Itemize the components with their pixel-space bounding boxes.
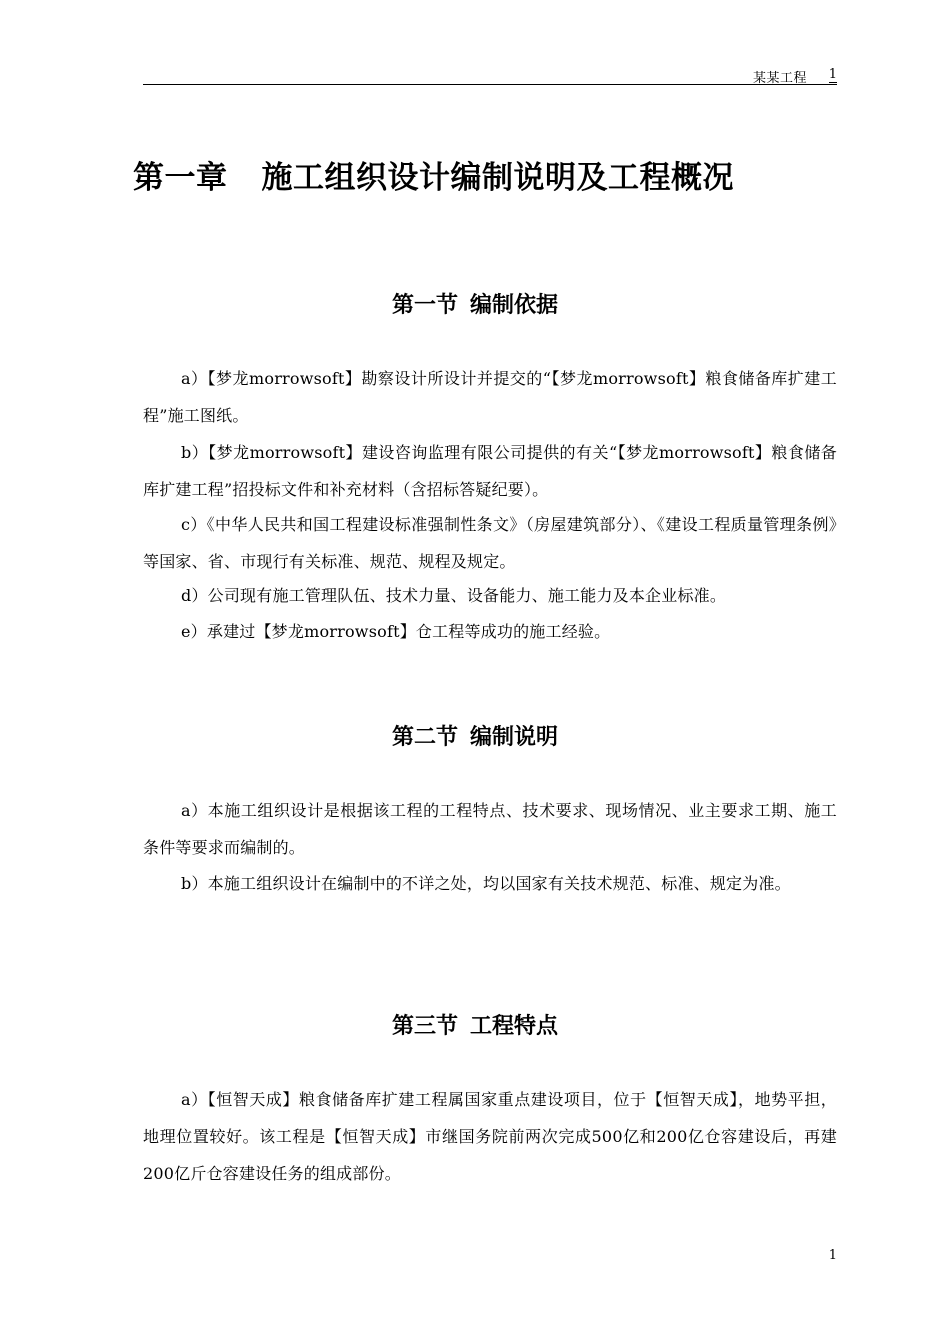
header-title: 某某工程 [752, 71, 807, 86]
section-title-1 [0, 288, 950, 319]
paragraph: d）公司现有施工管理队伍、技术力量、设备能力、施工能力及本企业标准。 [181, 586, 727, 605]
chapter-title [0, 152, 950, 197]
section-heading: 编制依据 [470, 293, 559, 318]
paragraph: e）承建过【梦龙morrowsoft】仓工程等成功的施工经验。 [181, 622, 611, 641]
paragraph: b）本施工组织设计在编制中的不详之处，均以国家有关技术规范、标准、规定为准。 [181, 874, 791, 893]
header-page-number: 1 [828, 67, 837, 82]
section-heading: 编制说明 [470, 725, 559, 750]
paragraph: b）【梦龙morrowsoft】建设咨询监理有限公司提供的有关“【梦龙morrowsoft】粮食储备库扩建工程”招投标文件和补充材料（含招标答疑纪要）。 [143, 443, 837, 499]
footer-page-number: 1 [828, 1248, 837, 1263]
section-title-2 [0, 720, 950, 751]
section-heading: 工程特点 [470, 1014, 559, 1039]
page-header [143, 60, 837, 85]
section-number: 第一节 [391, 293, 458, 318]
section-number: 第三节 [391, 1014, 458, 1039]
paragraph: a）【梦龙morrowsoft】勘察设计所设计并提交的“【梦龙morrowsoft】粮食储备库扩建工程”施工图纸。 [143, 369, 837, 425]
section-title-3 [0, 1009, 950, 1040]
section-number: 第二节 [391, 725, 458, 750]
chapter-number: 第一章 [133, 160, 228, 196]
paragraph: a）本施工组织设计是根据该工程的工程特点、技术要求、现场情况、业主要求工期、施工条件等要求而编制的。 [143, 801, 837, 857]
chapter-heading: 施工组织设计编制说明及工程概况 [261, 160, 734, 196]
paragraph: a）【恒智天成】粮食储备库扩建工程属国家重点建设项目，位于【恒智天成】，地势平担，地理位置较好。该工程是【恒智天成】市继国务院前两次完成500亿和200亿仓容建设后，再建200亿斤仓容建设任务的组成部份。 [143, 1090, 837, 1183]
paragraph: c）《中华人民共和国工程建设标准强制性条文》（房屋建筑部分）、《建设工程质量管理条例》等国家、省、市现行有关标准、规范、规程及规定。 [143, 515, 837, 571]
